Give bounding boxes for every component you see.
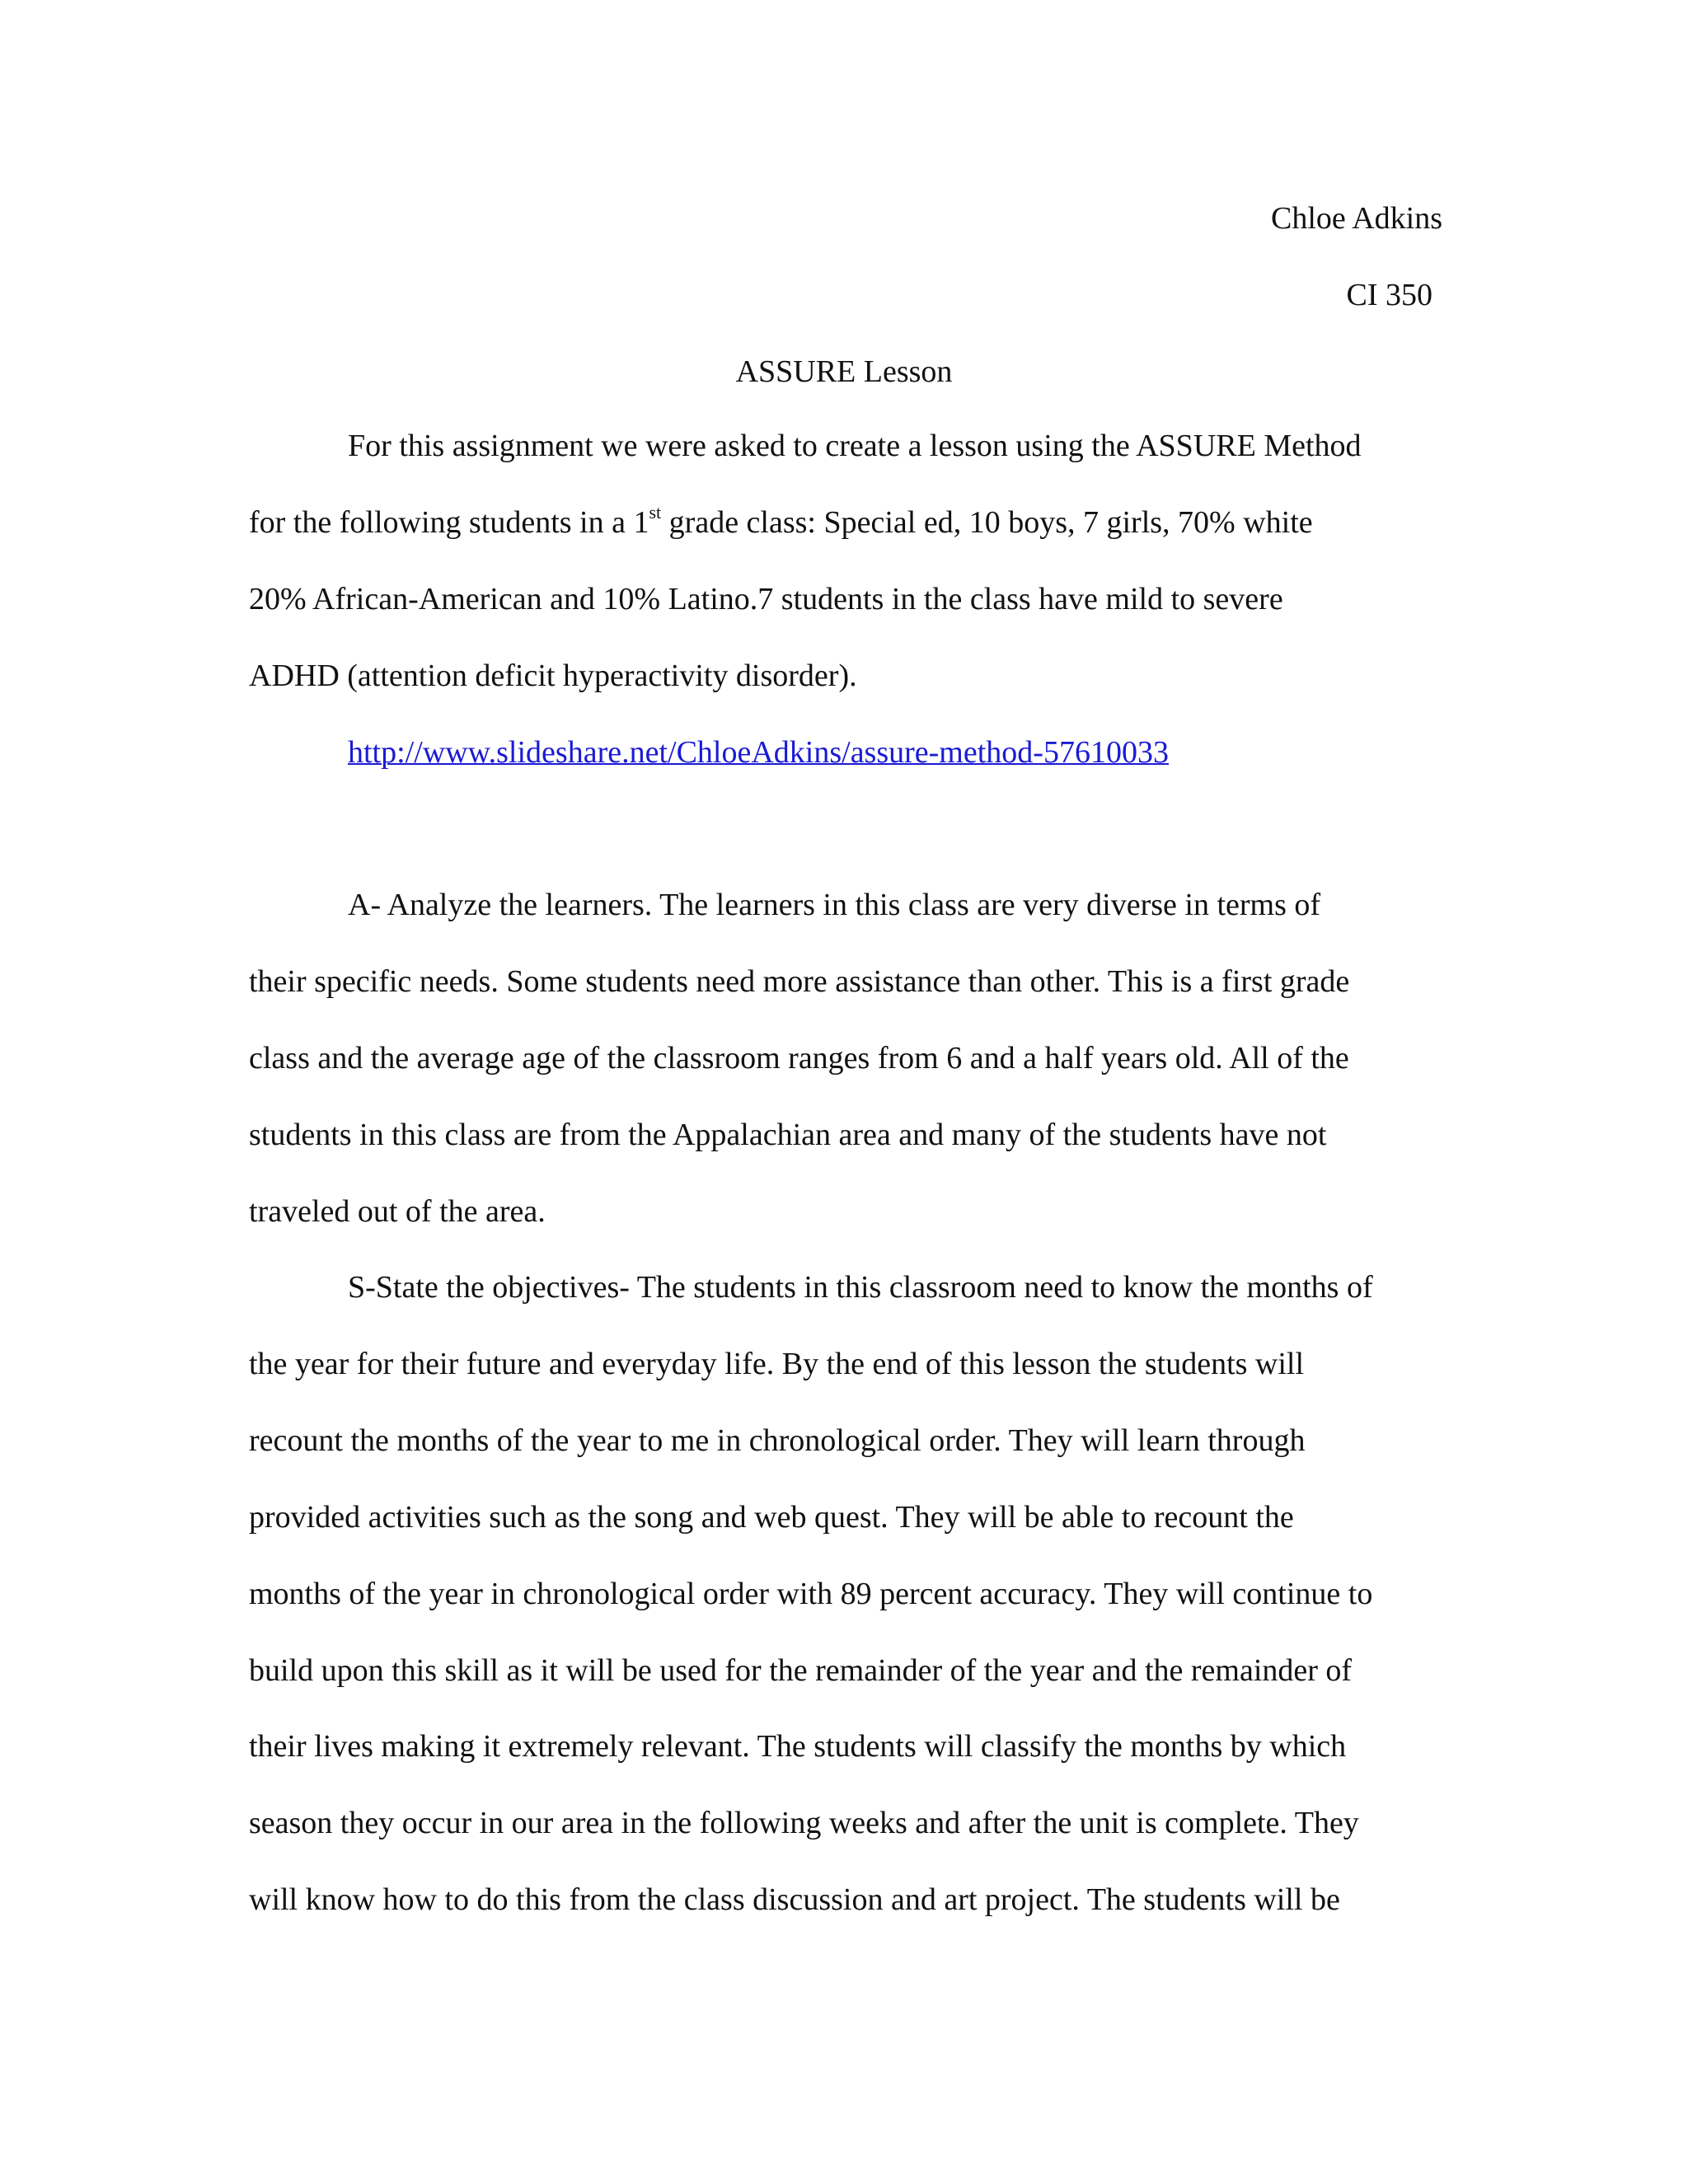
analyze-line-3: class and the average age of the classroom ranges from 6 and a half years old. All of the	[249, 1041, 1349, 1076]
author-name: Chloe Adkins	[1271, 201, 1442, 236]
analyze-line-1: A- Analyze the learners. The learners in this class are very diverse in terms of	[348, 888, 1321, 922]
document-title: ASSURE Lesson	[735, 354, 953, 389]
course-code: CI 350	[1346, 278, 1432, 312]
objectives-line-3: recount the months of the year to me in chronological order. They will learn through	[249, 1423, 1306, 1458]
slideshare-link[interactable]: http://www.slideshare.net/ChloeAdkins/assure-method-57610033	[348, 735, 1169, 770]
objectives-line-8: season they occur in our area in the following weeks and after the unit is complete. They	[249, 1806, 1359, 1840]
analyze-line-4: students in this class are from the Appalachian area and many of the students have not	[249, 1118, 1327, 1152]
analyze-line-5: traveled out of the area.	[249, 1194, 546, 1229]
objectives-line-9: will know how to do this from the class discussion and art project. The students will be	[249, 1882, 1340, 1917]
objectives-line-4: provided activities such as the song and web quest. They will be able to recount the	[249, 1500, 1294, 1535]
intro-line-3: 20% African-American and 10% Latino.7 students in the class have mild to severe	[249, 582, 1283, 616]
analyze-line-2: their specific needs. Some students need more assistance than other. This is a first grade	[249, 964, 1350, 999]
intro-line-4: ADHD (attention deficit hyperactivity disorder).	[249, 658, 857, 693]
objectives-line-7: their lives making it extremely relevant. The students will classify the months by which	[249, 1729, 1347, 1764]
intro-line-2-end: grade class: Special ed, 10 boys, 7 girls, 70% white	[661, 505, 1313, 540]
objectives-line-5: months of the year in chronological order with 89 percent accuracy. They will continue to	[249, 1577, 1373, 1611]
objectives-line-2: the year for their future and everyday life. By the end of this lesson the students will	[249, 1347, 1305, 1381]
intro-line-1: For this assignment we were asked to create a lesson using the ASSURE Method	[348, 429, 1362, 463]
intro-line-2-start: for the following students in a 1	[249, 505, 649, 540]
link-line	[348, 733, 1169, 771]
objectives-line-1: S-State the objectives- The students in this classroom need to know the months of	[348, 1270, 1373, 1305]
intro-line-2	[249, 504, 1313, 541]
ordinal-superscript: st	[649, 502, 662, 523]
objectives-line-6: build upon this skill as it will be used for the remainder of the year and the remainder of	[249, 1653, 1353, 1688]
